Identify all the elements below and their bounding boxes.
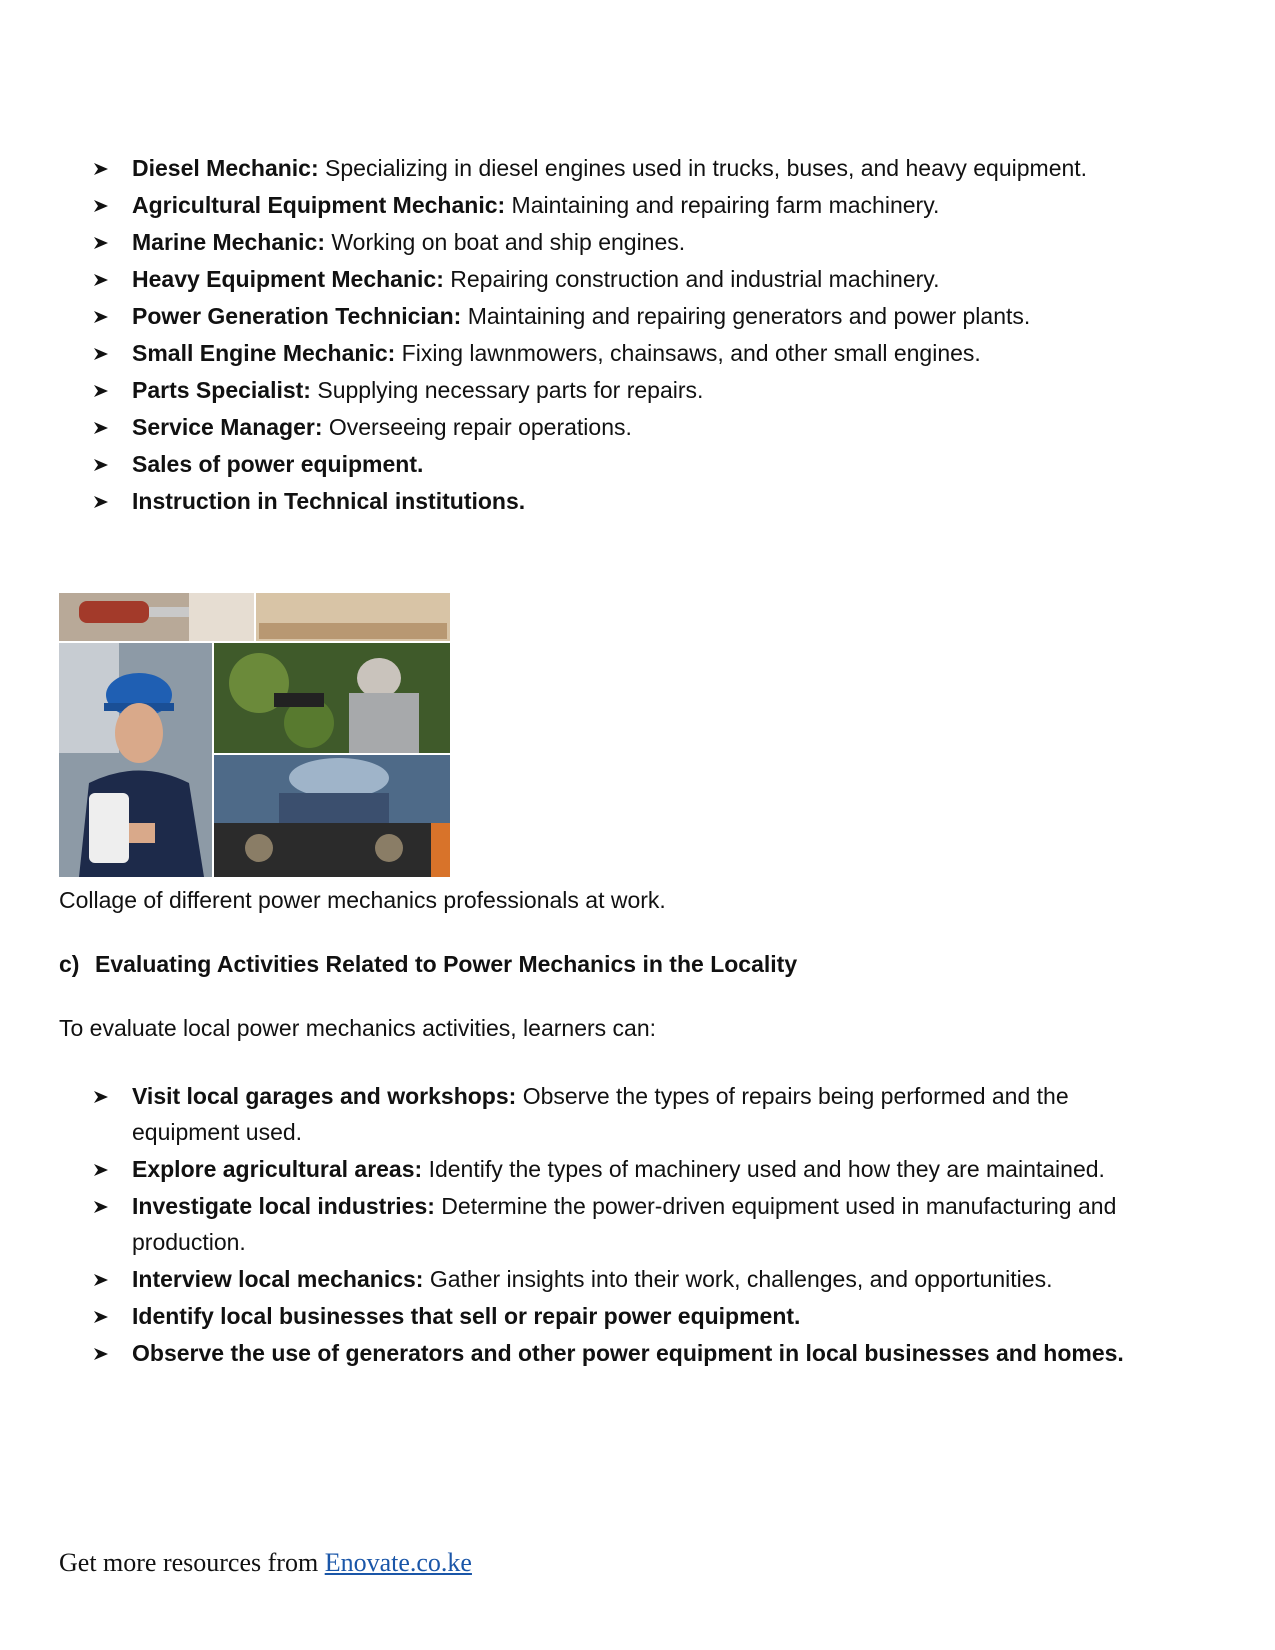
list-item [92, 298, 1172, 334]
footer-text: Get more resources from [59, 1548, 325, 1577]
arrow-bullet-icon [92, 1298, 114, 1334]
list-item [92, 1298, 1172, 1334]
section-title: Evaluating Activities Related to Power Mechanics in the Locality [95, 951, 798, 977]
item-term: Marine Mechanic: [132, 229, 325, 255]
enovate-link[interactable]: Enovate.co.ke [324, 1548, 472, 1577]
list-item [92, 1188, 1172, 1260]
arrow-bullet-icon [92, 224, 114, 260]
item-term: Observe the use of generators and other power equipment in local businesses and homes. [132, 1340, 1124, 1366]
arrow-bullet-icon [92, 1335, 114, 1371]
list-item [92, 1078, 1172, 1150]
list-item [92, 261, 1172, 297]
item-desc: Maintaining and repairing generators and power plants. [461, 303, 1031, 329]
list-item [92, 224, 1172, 260]
arrow-bullet-icon [92, 1151, 114, 1187]
item-term: Investigate local industries: [132, 1193, 435, 1219]
item-desc: Supplying necessary parts for repairs. [310, 377, 704, 403]
section-heading [59, 948, 797, 980]
arrow-bullet-icon [92, 409, 114, 445]
item-desc: Specializing in diesel engines used in trucks, buses, and heavy equipment. [318, 155, 1088, 181]
footer [59, 1546, 472, 1580]
item-desc: Observe the types of repairs being performed and the equipment used. [132, 1083, 1069, 1145]
list-item [92, 1151, 1172, 1187]
photo-collage-image [59, 593, 450, 877]
arrow-bullet-icon [92, 1078, 114, 1114]
item-desc: Identify the types of machinery used and how they are maintained. [422, 1156, 1105, 1182]
activities-list [92, 1078, 1172, 1372]
list-item [92, 1261, 1172, 1297]
item-term: Small Engine Mechanic: [132, 340, 396, 366]
item-term: Visit local garages and workshops: [132, 1083, 517, 1109]
arrow-bullet-icon [92, 483, 114, 519]
item-desc: Overseeing repair operations. [322, 414, 632, 440]
image-caption: Collage of different power mechanics professionals at work. [59, 887, 666, 913]
item-desc: Working on boat and ship engines. [325, 229, 686, 255]
list-item [92, 150, 1172, 186]
arrow-bullet-icon [92, 150, 114, 186]
photo-collage-icon [59, 593, 450, 877]
item-term: Service Manager: [132, 414, 323, 440]
item-desc: Maintaining and repairing farm machinery. [505, 192, 940, 218]
item-desc: Repairing construction and industrial machinery. [443, 266, 940, 292]
section-label: c) [59, 951, 80, 977]
item-term: Sales of power equipment. [132, 451, 424, 477]
arrow-bullet-icon [92, 1261, 114, 1297]
list-item [92, 372, 1172, 408]
item-term: Identify local businesses that sell or repair power equipment. [132, 1303, 801, 1329]
item-term: Diesel Mechanic: [132, 155, 319, 181]
list-item [92, 335, 1172, 371]
item-term: Instruction in Technical institutions. [132, 488, 526, 514]
item-desc: Fixing lawnmowers, chainsaws, and other small engines. [395, 340, 981, 366]
list-item [92, 483, 1172, 519]
list-item [92, 409, 1172, 445]
arrow-bullet-icon [92, 446, 114, 482]
intro-paragraph: To evaluate local power mechanics activities, learners can: [59, 1015, 657, 1041]
item-term: Explore agricultural areas: [132, 1156, 423, 1182]
arrow-bullet-icon [92, 298, 114, 334]
arrow-bullet-icon [92, 261, 114, 297]
arrow-bullet-icon [92, 1188, 114, 1224]
list-item [92, 187, 1172, 223]
item-term: Heavy Equipment Mechanic: [132, 266, 444, 292]
item-term: Power Generation Technician: [132, 303, 462, 329]
item-desc: Determine the power-driven equipment used in manufacturing and production. [132, 1193, 1117, 1255]
arrow-bullet-icon [92, 187, 114, 223]
item-desc: Gather insights into their work, challenges, and opportunities. [423, 1266, 1053, 1292]
list-item [92, 446, 1172, 482]
arrow-bullet-icon [92, 335, 114, 371]
item-term: Agricultural Equipment Mechanic: [132, 192, 506, 218]
item-term: Interview local mechanics: [132, 1266, 424, 1292]
arrow-bullet-icon [92, 372, 114, 408]
list-item [92, 1335, 1172, 1371]
item-term: Parts Specialist: [132, 377, 311, 403]
careers-list [92, 150, 1172, 520]
